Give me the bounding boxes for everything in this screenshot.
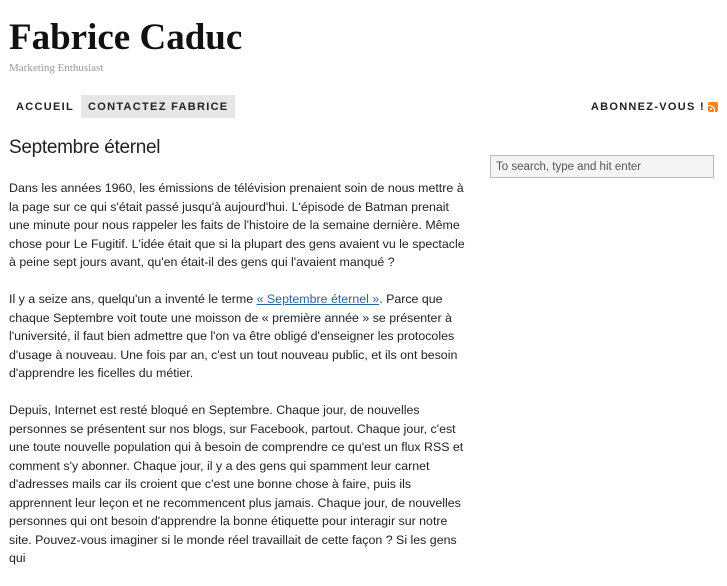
- post-paragraph: Depuis, Internet est resté bloqué en Septembre. Chaque jour, de nouvelles personnes se présentent sur nos blogs, sur Facebook, partout. Chaque jour, c'est une toute nouvelle population qui à besoin de comprendre ce qu'est un flux RSS et comment s'y abonner. Chaque jour, il y a des gens qui spamment leur carnet d'adresses mails car ils croient que c'est une bonne chose à faire, puis ils apprennent leur leçon et ne recommencent plus jamais. Chaque jour, de nouvelles personnes qui ont besoin d'apprendre la bonne étiquette pour interagir sur notre site. Pouvez-vous imaginer si le monde réel travaillait de cette façon ? Si les gens qui: [9, 403, 464, 565]
- post-title: Septembre éternel: [9, 137, 161, 158]
- post-body: [9, 179, 467, 586]
- main-nav: [9, 95, 235, 118]
- subscribe-label: ABONNEZ-VOUS !: [590, 100, 705, 113]
- rss-icon[interactable]: [708, 102, 718, 112]
- septembre-eternel-link[interactable]: « Septembre éternel »: [256, 292, 380, 306]
- nav-item-contactez-fabrice[interactable]: CONTACTEZ FABRICE: [81, 95, 235, 118]
- site-description: Marketing Enthusiast: [9, 62, 104, 74]
- post-paragraph: [9, 290, 467, 383]
- post-text: . Parce que chaque Septembre voit toute une moisson de « première année » se présenter à l'université, il faut bien admettre que l'on va être obligé d'enseigner les protocoles d'usage à nouveau. Une fois par an, c'est un tout nouveau public, et ils ont besoin d'apprendre les ficelles du métier.: [9, 292, 458, 380]
- post-text: Il y a seize ans, quelqu'un a inventé le terme: [9, 292, 257, 306]
- search-input[interactable]: To search, type and hit enter: [490, 155, 714, 178]
- site-title[interactable]: Fabrice Caduc: [9, 17, 243, 58]
- subscribe-link[interactable]: [591, 95, 718, 118]
- post-paragraph: Dans les années 1960, les émissions de télévision prenaient soin de nous mettre à la page sur ce qui s'était passé jusqu'à aujourd'hui. L'épisode de Batman prenait une minute pour nous rappeler les faits de l'histoire de la semaine dernière. Même chose pour Le Fugitif. L'idée était que si la plupart des gens avaient vu le spectacle à peine sept jours avant, qu'en était-il des gens qui l'avaient manqué ?: [9, 181, 465, 269]
- nav-item-accueil[interactable]: ACCUEIL: [16, 100, 74, 113]
